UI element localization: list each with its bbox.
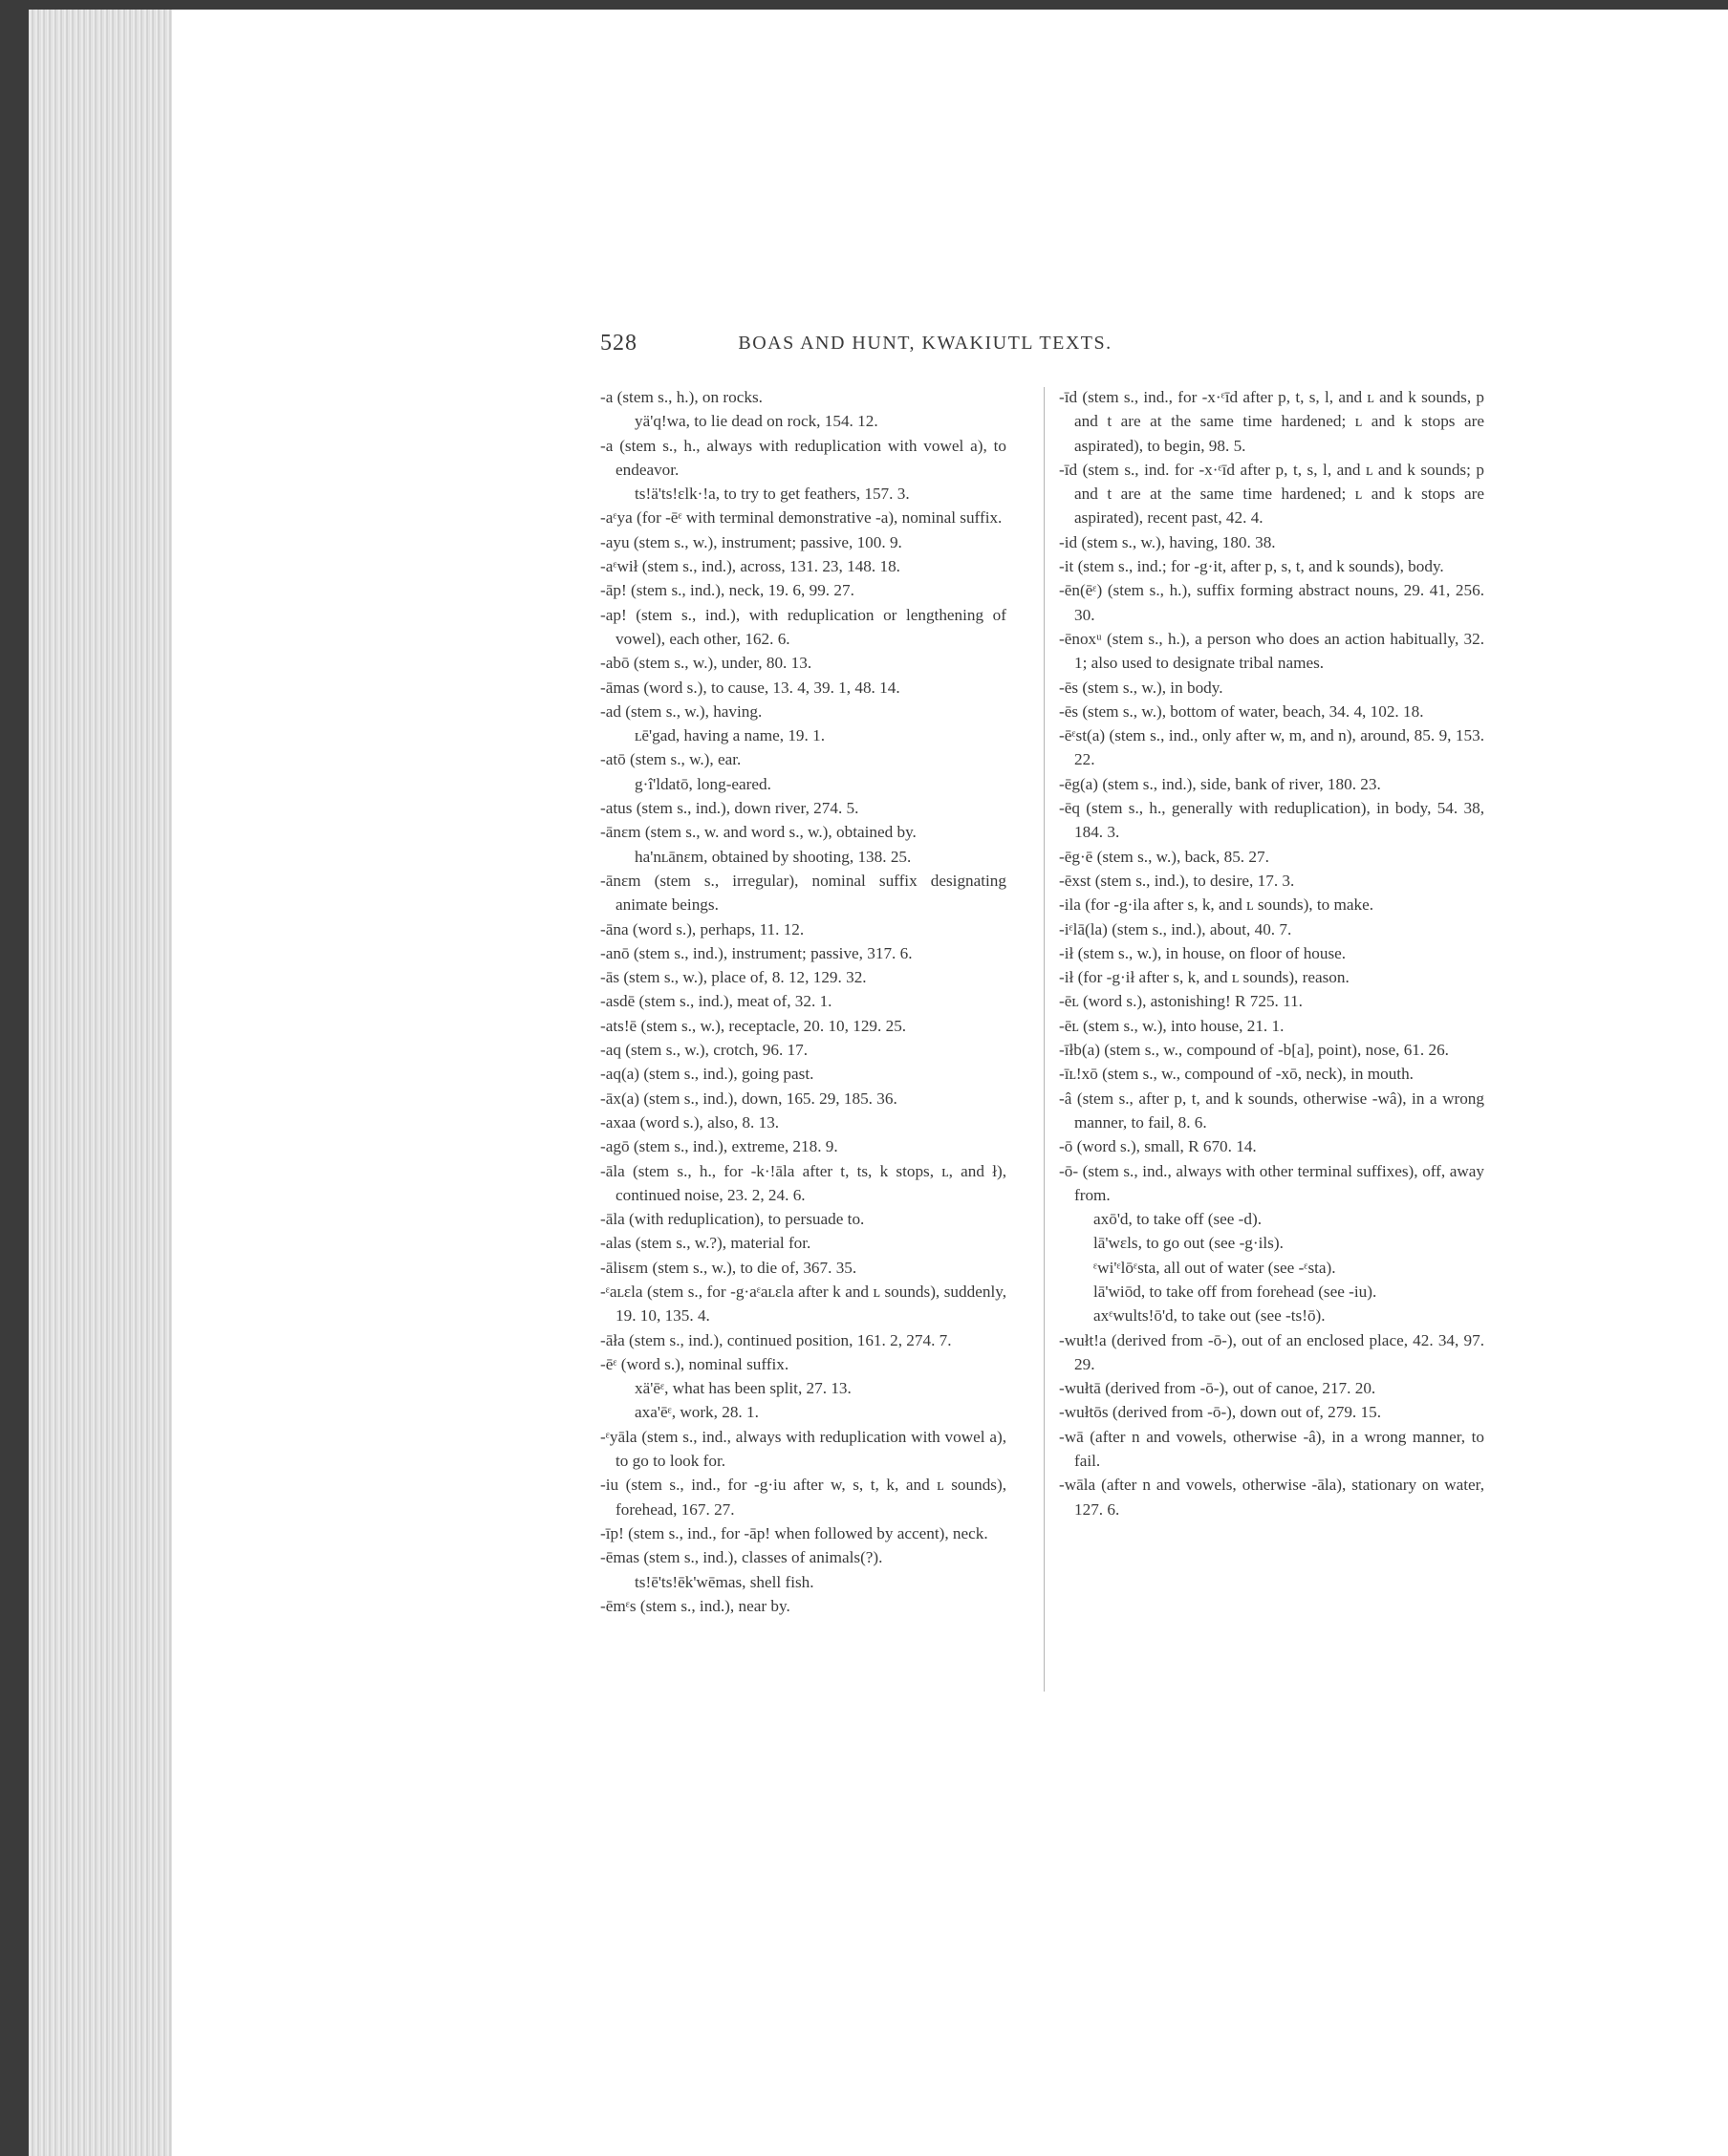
suffix-entry: -ō- (stem s., ind., always with other terminal suffixes), off, away from. (1059, 1161, 1484, 1204)
running-title: BOAS AND HUNT, KWAKIUTL TEXTS. (738, 333, 1112, 354)
suffix-entry: -id (stem s., w.), having, 180. 38. (1059, 532, 1276, 551)
example-line: axō'd, to take off (see -d). (1093, 1210, 1263, 1229)
suffix-entry: -agō (stem s., ind.), extreme, 218. 9. (600, 1137, 838, 1156)
column-divider (1044, 387, 1045, 1692)
suffix-entry: -īd (stem s., ind., for -x·ᵋīd after p, t, s, l, and ʟ and k sounds, p and t are at the same time hardened; ʟ and k stops are aspirated), to begin, 98. 5. (1059, 388, 1484, 455)
suffix-entry: -ᵋaʟɛla (stem s., for -g·aᵋaʟɛla after k and ʟ sounds), suddenly, 19. 10, 135. 4. (600, 1282, 1006, 1326)
right-column (1059, 385, 1484, 1521)
suffix-entry: -aq (stem s., w.), crotch, 96. 17. (600, 1041, 809, 1060)
suffix-entry: -wā (after n and vowels, otherwise -â), in a wrong manner, to fail. (1059, 1427, 1484, 1471)
suffix-entry: -ad (stem s., w.), having. (600, 701, 763, 721)
suffix-entry: -ēg·ē (stem s., w.), back, 85. 27. (1059, 847, 1269, 866)
suffix-entry: -ēs (stem s., w.), bottom of water, beach, 34. 4, 102. 18. (1059, 701, 1424, 721)
suffix-entry: -axaa (word s.), also, 8. 13. (600, 1112, 780, 1132)
suffix-entry: -ēʟ (word s.), astonishing! R 725. 11. (1059, 992, 1303, 1011)
suffix-entry: -ēᵋst(a) (stem s., ind., only after w, m, and n), around, 85. 9, 153. 22. (1059, 726, 1484, 769)
example-line: ʟē'gad, having a name, 19. 1. (635, 726, 826, 745)
suffix-entry: -īd (stem s., ind. for -x·ᵋīd after p, t, s, l, and ʟ and k sounds; p and t are at the same time hardened; ʟ and k stops are aspirated), recent past, 42. 4. (1059, 460, 1484, 528)
suffix-entry: -wułtōs (derived from -ō-), down out of, 279. 15. (1059, 1403, 1382, 1422)
suffix-entry: -ēʟ (stem s., w.), into house, 21. 1. (1059, 1016, 1285, 1035)
suffix-entry: -ēq (stem s., h., generally with reduplication), in body, 54. 38, 184. 3. (1059, 799, 1484, 842)
suffix-entry: -īʟ!xō (stem s., w., compound of -xō, neck), in mouth. (1059, 1065, 1414, 1084)
suffix-entry: -āx(a) (stem s., ind.), down, 165. 29, 185. 36. (600, 1089, 897, 1108)
suffix-entry: -wāla (after n and vowels, otherwise -āla), stationary on water, 127. 6. (1059, 1476, 1484, 1519)
suffix-entry: -ō (word s.), small, R 670. 14. (1059, 1137, 1257, 1156)
suffix-entry: -ēxst (stem s., ind.), to desire, 17. 3. (1059, 871, 1295, 890)
suffix-entry: -ats!ē (stem s., w.), receptacle, 20. 10, 129. 25. (600, 1016, 907, 1035)
suffix-entry: -ānɛm (stem s., irregular), nominal suffix designating animate beings. (600, 871, 1006, 915)
book-page-edges (29, 10, 172, 2156)
suffix-entry: -āla (stem s., h., for -k·!āla after t, ts, k stops, ʟ, and ł), continued noise, 23. 2, 24. 6. (600, 1161, 1006, 1204)
suffix-entry: -alas (stem s., w.?), material for. (600, 1234, 811, 1253)
suffix-entry: -abō (stem s., w.), under, 80. 13. (600, 654, 812, 673)
example-line: lā'wiōd, to take off from forehead (see -iu). (1093, 1282, 1377, 1301)
suffix-entry: -aᵋwił (stem s., ind.), across, 131. 23, 148. 18. (600, 557, 900, 576)
suffix-entry: -ēs (stem s., w.), in body. (1059, 678, 1223, 697)
example-line: ha'nʟānɛm, obtained by shooting, 138. 25. (635, 847, 912, 866)
suffix-entry: -ap! (stem s., ind.), with reduplication or lengthening of vowel), each other, 162. 6. (600, 605, 1006, 648)
suffix-entry: -āla (with reduplication), to persuade to. (600, 1210, 865, 1229)
suffix-entry: -ēmas (stem s., ind.), classes of animals(?). (600, 1548, 883, 1567)
suffix-entry: -ēg(a) (stem s., ind.), side, bank of river, 180. 23. (1059, 774, 1381, 793)
suffix-entry: -iᵋlā(la) (stem s., ind.), about, 40. 7. (1059, 919, 1292, 938)
suffix-entry: -asdē (stem s., ind.), meat of, 32. 1. (600, 992, 832, 1011)
suffix-entry: -it (stem s., ind.; for -g·it, after p, s, t, and k sounds), body. (1059, 557, 1444, 576)
suffix-entry: -a (stem s., h.), on rocks. (600, 388, 763, 406)
scan-background-top (0, 0, 1728, 10)
example-line: axᵋwults!ō'd, to take out (see -ts!ō). (1093, 1306, 1326, 1326)
suffix-entry: -ēnoxᵘ (stem s., h.), a person who does an action habitually, 32. 1; also used to designate tribal names. (1059, 629, 1484, 673)
suffix-entry: -â (stem s., after p, t, and k sounds, otherwise -wâ), in a wrong manner, to fail, 8. 6. (1059, 1089, 1484, 1132)
example-line: ᵋwi'ᵋlōᵋsta, all out of water (see -ᵋsta). (1093, 1258, 1336, 1277)
example-line: xä'ēᵋ, what has been split, 27. 13. (635, 1379, 852, 1398)
scan-background-left (0, 0, 29, 2156)
example-line: axa'ēᵋ, work, 28. 1. (635, 1403, 759, 1422)
example-line: ts!ä'ts!ɛlk·!a, to try to get feathers, 157. 3. (635, 485, 910, 504)
suffix-entry: -āp! (stem s., ind.), neck, 19. 6, 99. 27. (600, 581, 854, 600)
suffix-entry: -atus (stem s., ind.), down river, 274. 5. (600, 799, 859, 818)
example-line: g·î'ldatō, long-eared. (635, 774, 771, 793)
suffix-entry: -ēmᵋs (stem s., ind.), near by. (600, 1596, 790, 1615)
suffix-entry: -iu (stem s., ind., for -g·iu after w, s, t, k, and ʟ sounds), forehead, 167. 27. (600, 1476, 1006, 1519)
example-line: ts!ē'ts!ēk'wēmas, shell fish. (635, 1572, 814, 1591)
page-number: 528 (600, 331, 637, 356)
suffix-entry: -āmas (word s.), to cause, 13. 4, 39. 1, 48. 14. (600, 678, 900, 697)
suffix-entry: -ayu (stem s., w.), instrument; passive, 100. 9. (600, 532, 902, 551)
suffix-entry: -ālisɛm (stem s., w.), to die of, 367. 35. (600, 1258, 857, 1277)
suffix-entry: -ᵋyāla (stem s., ind., always with reduplication with vowel a), to go to look for. (600, 1427, 1006, 1471)
example-line: lā'wɛls, to go out (see -g·ils). (1093, 1234, 1284, 1253)
suffix-entry: -wułtā (derived from -ō-), out of canoe, 217. 20. (1059, 1379, 1376, 1398)
suffix-entry: -ās (stem s., w.), place of, 8. 12, 129. 32. (600, 968, 867, 987)
left-column (600, 385, 1006, 1618)
page-header (600, 331, 1250, 359)
suffix-entry: -ānɛm (stem s., w. and word s., w.), obtained by. (600, 823, 917, 842)
suffix-entry: -ila (for -g·ila after s, k, and ʟ sounds), to make. (1059, 895, 1374, 915)
suffix-entry: -aq(a) (stem s., ind.), going past. (600, 1065, 814, 1084)
suffix-entry: -īp! (stem s., ind., for -āp! when followed by accent), neck. (600, 1523, 988, 1542)
suffix-entry: -īłb(a) (stem s., w., compound of -b[a], point), nose, 61. 26. (1059, 1041, 1449, 1060)
suffix-entry: -ił (stem s., w.), in house, on floor of house. (1059, 943, 1347, 962)
suffix-entry: -atō (stem s., w.), ear. (600, 750, 742, 769)
suffix-entry: -āna (word s.), perhaps, 11. 12. (600, 919, 805, 938)
suffix-entry: -āła (stem s., ind.), continued position, 161. 2, 274. 7. (600, 1330, 952, 1349)
suffix-entry: -aᵋya (for -ēᵋ with terminal demonstrative -a), nominal suffix. (600, 508, 1003, 528)
example-line: yä'q!wa, to lie dead on rock, 154. 12. (635, 412, 878, 431)
suffix-entry: -a (stem s., h., always with reduplication with vowel a), to endeavor. (600, 436, 1006, 479)
suffix-entry: -wułt!a (derived from -ō-), out of an enclosed place, 42. 34, 97. 29. (1059, 1330, 1484, 1373)
suffix-entry: -anō (stem s., ind.), instrument; passive, 317. 6. (600, 943, 913, 962)
suffix-entry: -ēn(ēᵋ) (stem s., h.), suffix forming abstract nouns, 29. 41, 256. 30. (1059, 581, 1484, 624)
suffix-entry: -ił (for -g·ił after s, k, and ʟ sounds), reason. (1059, 968, 1350, 987)
suffix-entry: -ēᵋ (word s.), nominal suffix. (600, 1354, 789, 1373)
